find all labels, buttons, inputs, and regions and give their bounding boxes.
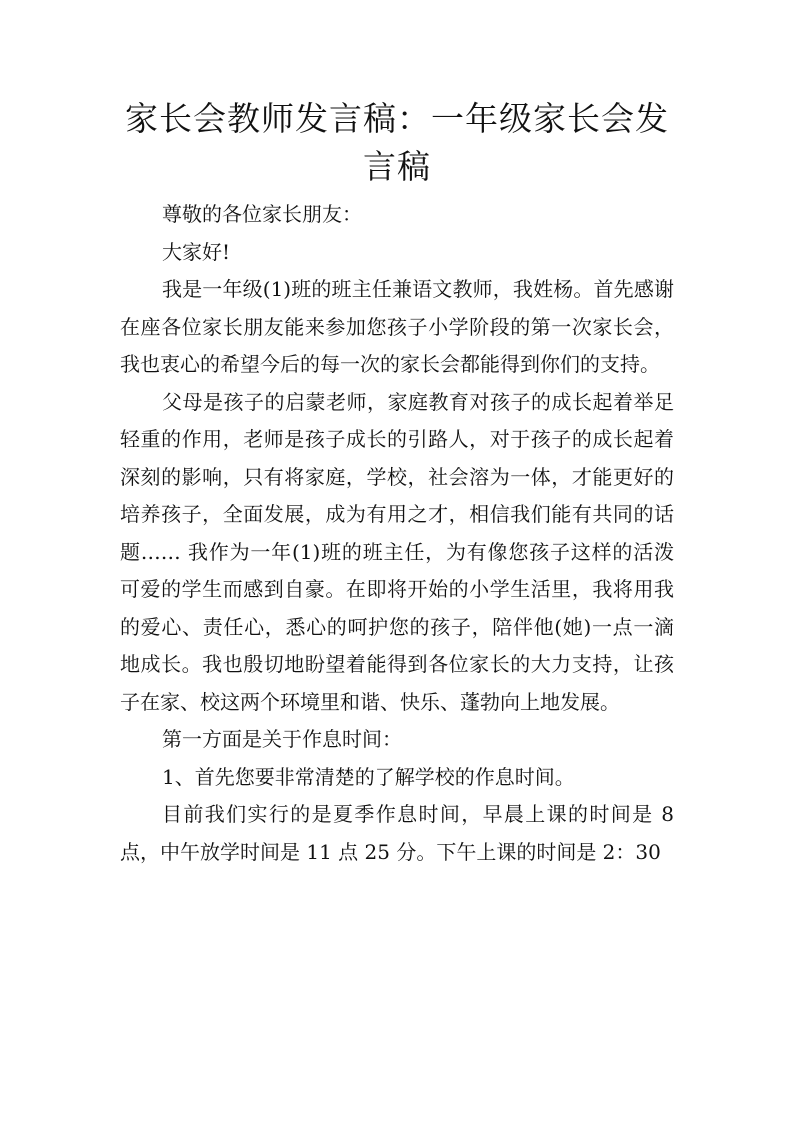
paragraph-item-1: 1、首先您要非常清楚的了解学校的作息时间。	[162, 764, 575, 789]
paragraph-introduction: 我是一年级(1)班的班主任兼语文教师，我姓杨。首先感谢在座各位家长朋友能来参加您孩子小学阶段的第一次家长会，我也衷心的希望今后的每一次的家长会都能得到你们的支持。	[120, 277, 674, 376]
paragraph-greeting: 大家好!	[162, 239, 231, 264]
document-body	[120, 196, 674, 871]
document-title: 家长会教师发言稿：一年级家长会发言稿	[125, 99, 669, 186]
paragraph-schedule: 目前我们实行的是夏季作息时间，早晨上课的时间是 8 点，中午放学时间是 11 点 25 分。下午上课的时间是 2：30	[120, 802, 674, 864]
paragraph-salutation: 尊敬的各位家长朋友：	[162, 202, 362, 226]
paragraph-section-heading: 第一方面是关于作息时间：	[162, 727, 402, 751]
paragraph-family-education: 父母是孩子的启蒙老师，家庭教育对孩子的成长起着举足轻重的作用，老师是孩子成长的引路人，对于孩子的成长起着深刻的影响，只有将家庭，学校，社会溶为一体，才能更好的培养孩子，全面发展，成为有用之才，相信我们能有共同的话题…… 我作为一年(1)班的班主任，为有像您孩子这样的活泼可爱的学生而感到自豪。在即将开始的小学生活里，我将用我的爱心、责任心，悉心的呵护您的孩子，陪伴他(她)一点一滴地成长。我也殷切地盼望着能得到各位家长的大力支持，让孩子在家、校这两个环境里和谐、快乐、蓬勃向上地发展。	[120, 389, 674, 714]
